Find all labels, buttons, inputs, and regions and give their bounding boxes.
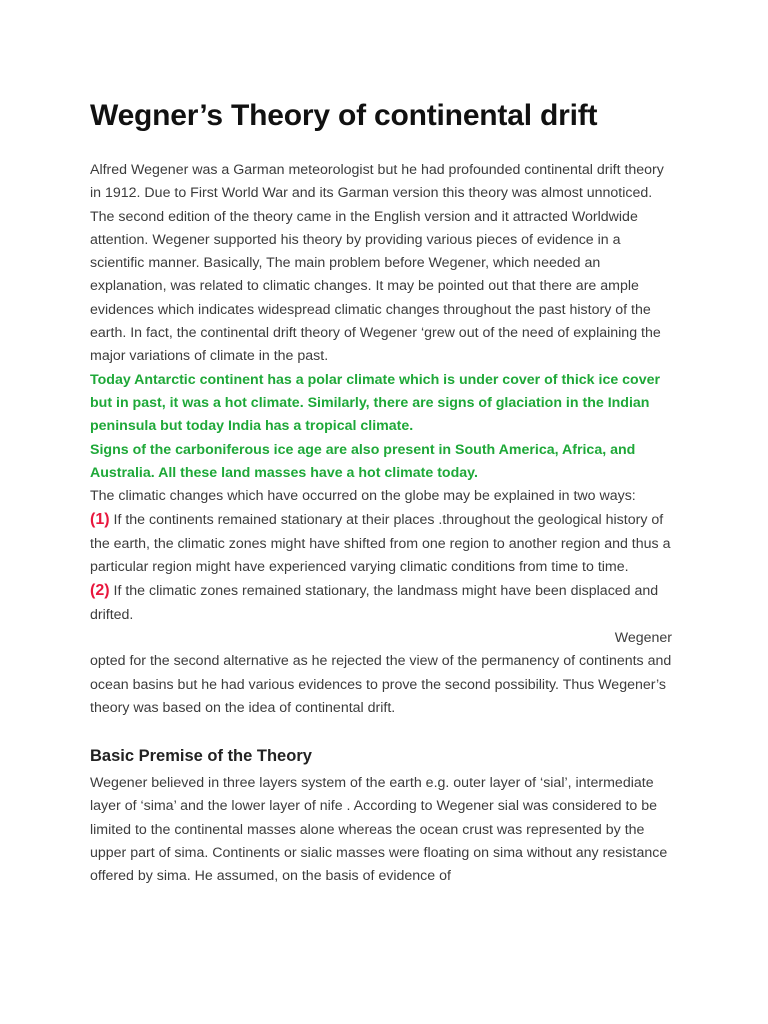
conclusion-paragraph: opted for the second alternative as he rejected the view of the permanency of continents and ocean basins but he had various evidences to prove the second possibility. Thus Wegener’s theory was based on the idea of continental drift. bbox=[90, 653, 672, 716]
way-1-text: If the continents remained stationary at their places .throughout the geological history of the earth, the climatic zones might have shifted from one region to another region and thus a particular region might have experienced varying climatic conditions from time to time. bbox=[90, 512, 671, 576]
highlight-paragraph-antarctic: Today Antarctic continent has a polar climate which is under cover of thick ice cover but in past, it was a hot climate. Similarly, there are signs of glaciation in the Indian peninsula but today India has a tropical climate. bbox=[90, 371, 661, 435]
way-2-number: (2) bbox=[90, 582, 110, 600]
document-page bbox=[90, 96, 678, 889]
way-2-text: If the climatic zones remained stationary, the landmass might have been displaced and drifted. bbox=[90, 583, 659, 623]
ways-intro-paragraph: The climatic changes which have occurred on the globe may be explained in two ways: bbox=[90, 488, 636, 505]
intro-paragraph: Alfred Wegener was a Garman meteorologist but he had profounded continental drift theory in 1912. Due to First World War and its Garman version this theory was almost unnoticed. The second edition of the theory came in the English version and it attracted Worldwide attention. Wegener supported his theory by providing various pieces of evidence in a scientific manner. Basically, The main problem before Wegener, which needed an explanation, was related to climatic changes. It may be pointed out that there are ample evidences which indicates widespread climatic changes throughout the past history of the earth. In fact, the continental drift theory of Wegener ‘grew out of the need of explaining the major variations of climate in the past. bbox=[90, 162, 664, 365]
way-1-paragraph bbox=[90, 508, 678, 579]
highlight-paragraph-carboniferous: Signs of the carboniferous ice age are also present in South America, Africa, and Australia. All these land masses have a hot climate today. bbox=[90, 441, 636, 481]
basic-premise-paragraph: Wegener believed in three layers system of the earth e.g. outer layer of ‘sial’, intermediate layer of ‘sima’ and the lower layer of nife . According to Wegener sial was considered to be limited to the continental masses alone whereas the ocean crust was represented by the upper part of sima. Continents or sialic masses were floating on sima without any resistance offered by sima. He assumed, on the basis of evidence of bbox=[90, 775, 668, 885]
page-title: Wegner’s Theory of continental drift bbox=[90, 99, 598, 132]
section-heading-basic-premise: Basic Premise of the Theory bbox=[90, 747, 312, 766]
way-2-paragraph bbox=[90, 579, 678, 627]
way-1-number: (1) bbox=[90, 511, 110, 529]
wegener-word-line: Wegener bbox=[614, 629, 672, 646]
